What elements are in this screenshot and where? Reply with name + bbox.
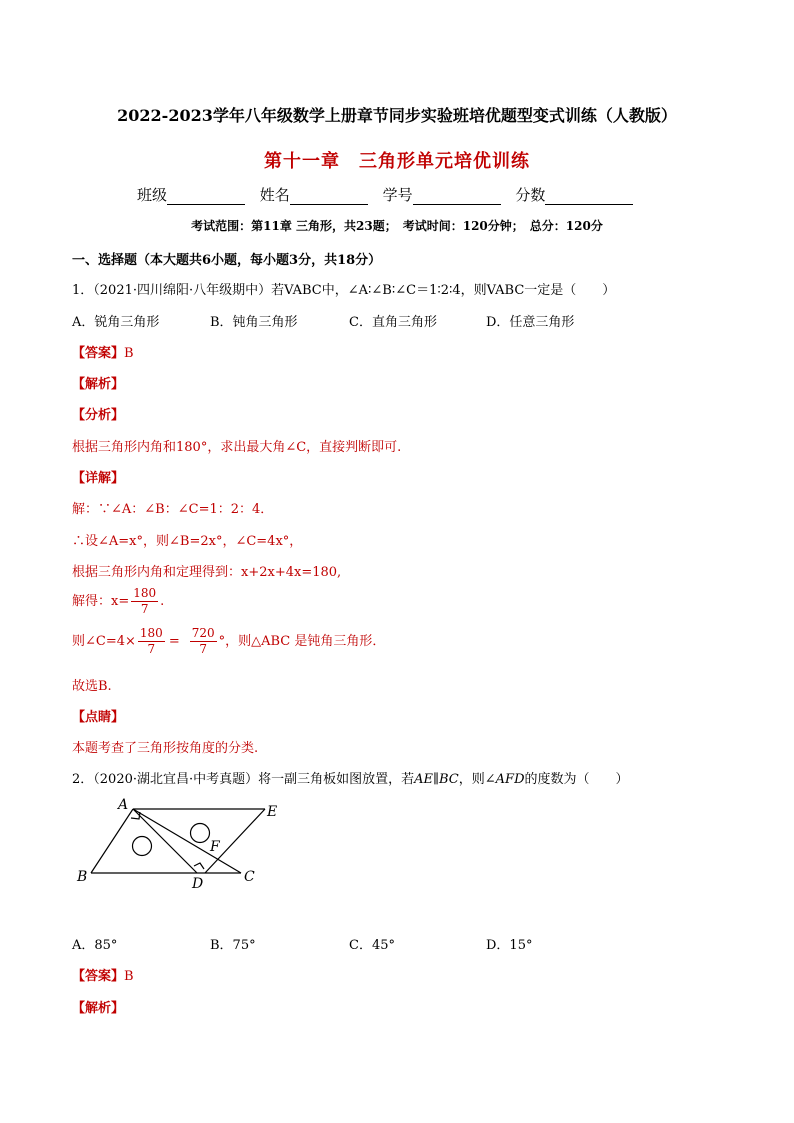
option-c: C．直角三角形 [349,315,437,330]
hole-circle-left [133,837,152,856]
q2-math-parallel: AE∥BC [414,772,459,787]
detail-line-2: ∴设∠A=x°，则∠B=2x°，∠C=4x°， [72,534,303,549]
detail-4-prefix: 解得：x= [72,594,130,609]
document-title: 2022-2023学年八年级数学上册章节同步实验班培优题型变式训练（人教版） [117,106,677,125]
detail-line-6: 故选B. [72,679,112,694]
fraction-180-7 [131,586,158,617]
analysis-tag: 【解析】 [72,377,125,392]
answer-tag: 【答案】 [72,969,125,984]
triangle-set-figure [70,795,280,890]
question-2-options [72,934,532,953]
option-c: C．45° [349,938,395,953]
student-info-fields [137,184,633,205]
fraction-720-7 [190,626,217,657]
field-label-name: 姓名 [259,186,290,204]
line-ab [91,809,133,873]
option-a: A．锐角三角形 [72,315,160,330]
fraction-180-7-b [138,626,165,657]
fenxi-tag: 【分析】 [72,408,125,423]
field-label-class: 班级 [137,186,168,204]
fraction-denominator: 7 [147,642,156,656]
q2-analysis-tag: 【解析】 [72,1001,125,1016]
right-angle-mark-d [194,863,204,869]
field-blank-class[interactable] [167,188,245,205]
field-blank-score[interactable] [545,188,633,205]
answer-value: B [124,969,134,984]
label-f: F [210,839,220,855]
fraction-numerator: 180 [139,626,163,640]
detail-line-5 [72,626,385,657]
option-d: D．任意三角形 [486,315,575,330]
detail-5-suffix: °，则△ABC 是钝角三角形． [218,634,386,649]
detail-line-1: 解：∵∠A：∠B：∠C=1：2：4． [72,502,274,517]
q2-stem-suffix: 的度数为（ ） [524,772,629,787]
option-d: D．15° [486,938,533,953]
q2-stem-middle: ，则 [458,772,485,787]
fraction-denominator: 7 [140,602,149,616]
equals-sign: = [168,634,180,649]
field-blank-number[interactable] [413,188,501,205]
question-2-stem [72,768,629,787]
label-a: A [118,797,129,813]
field-label-score: 分数 [515,186,546,204]
exam-info: 考试范围：第11章 三角形，共23题； 考试时间：120分钟； 总分：120分 [191,219,603,233]
option-b: B．75° [210,938,256,953]
fenxi-text: 根据三角形内角和180°，求出最大角∠C，直接判断即可. [72,440,402,455]
fraction-numerator: 720 [191,626,215,640]
detail-4-suffix: . [160,594,165,609]
label-d: D [192,876,204,890]
q1-answer [72,342,134,361]
detail-tag: 【详解】 [72,471,125,486]
question-1-options [72,311,574,330]
section-heading: 一、选择题（本大题共6小题，每小题3分，共18分） [72,253,382,268]
label-c: C [244,869,255,885]
q2-answer [72,965,134,984]
fraction-numerator: 180 [133,586,157,600]
dianjing-tag: 【点睛】 [72,710,125,725]
option-a: A．85° [72,938,118,953]
detail-line-4 [72,586,164,617]
fraction-denominator: 7 [199,642,207,656]
option-b: B．钝角三角形 [210,315,298,330]
q2-stem-prefix: 2．（2020·湖北宜昌·中考真题）将一副三角板如图放置，若 [72,772,415,787]
detail-line-3: 根据三角形内角和定理得到：x+2x+4x=180, [72,565,342,580]
detail-5-prefix: 则∠C=4× [72,634,136,649]
answer-tag: 【答案】 [72,346,125,361]
chapter-title: 第十一章 三角形单元培优训练 [264,151,530,172]
answer-value: B [124,346,134,361]
label-b: B [77,869,88,885]
field-blank-name[interactable] [290,188,368,205]
field-label-number: 学号 [382,186,413,204]
hole-circle-right [191,824,210,843]
right-angle-mark-a [131,812,140,819]
question-1-stem: 1．（2021·四川绵阳·八年级期中）若VABC中，∠A∶∠B∶∠C＝1∶2∶4，则VABC一定是（ ） [72,283,616,298]
dianjing-text: 本题考查了三角形按角度的分类. [72,741,259,756]
q2-math-angle: ∠AFD [484,772,525,787]
label-e: E [267,804,278,820]
